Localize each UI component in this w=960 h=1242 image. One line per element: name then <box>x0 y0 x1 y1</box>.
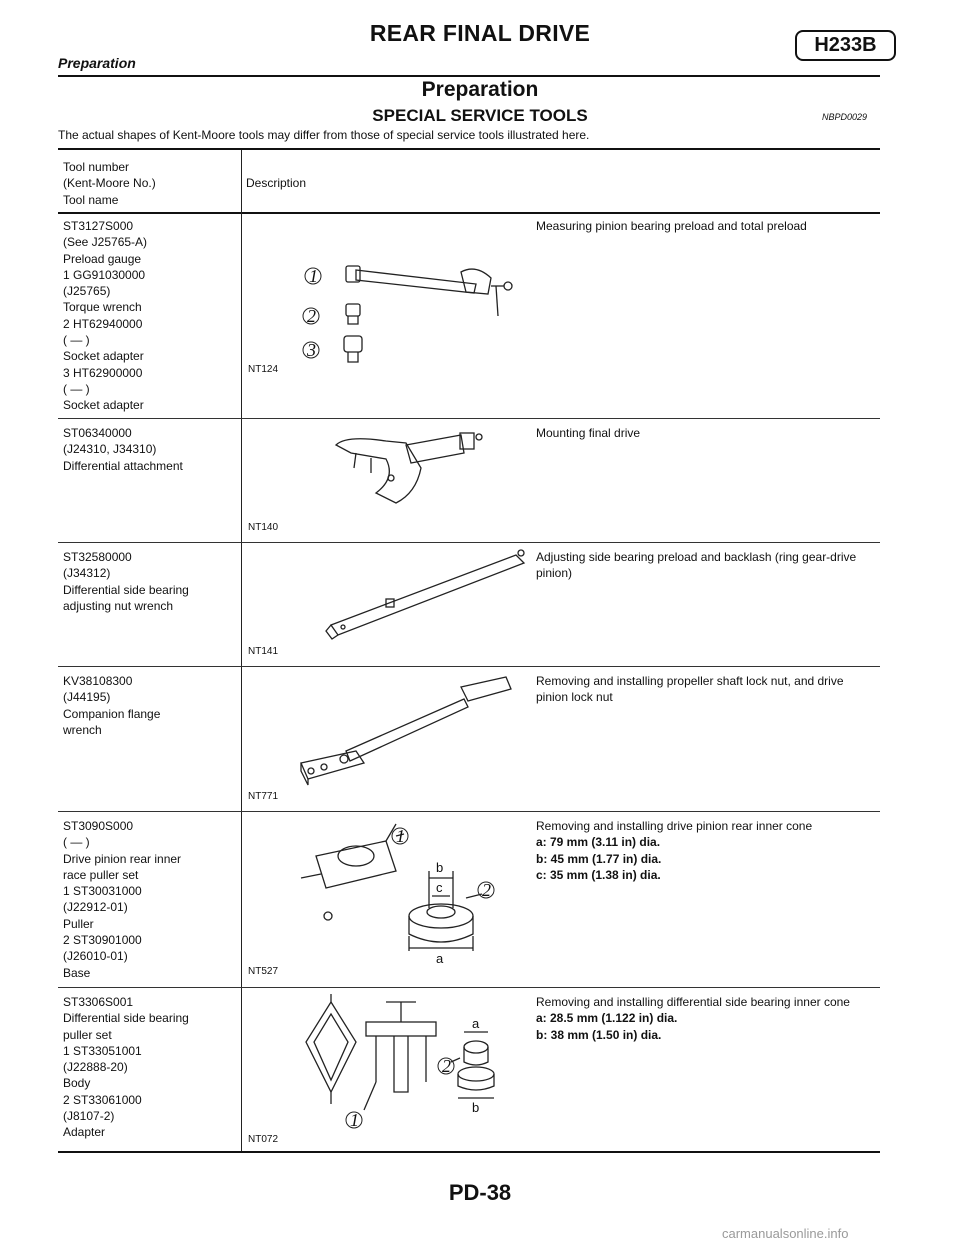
spec-line: b: 38 mm (1.50 in) dia. <box>536 1027 662 1042</box>
tool-info: ST32580000 (J34312) Differential side bearing adjusting nut wrench <box>63 550 189 613</box>
tool-illustration <box>246 244 526 374</box>
tool-description <box>536 818 876 883</box>
table-header <box>58 150 880 212</box>
callout-2: 2 <box>482 880 491 900</box>
header-description-column: Description <box>246 176 307 190</box>
table-bottom-rule <box>58 1151 880 1153</box>
table-row <box>58 543 880 667</box>
header-title: REAR FINAL DRIVE <box>369 20 591 46</box>
inner-race-puller-drawing <box>246 816 526 966</box>
tool-info: ST3090S000 ( — ) Drive pinion rear inner race puller set 1 ST30031000 (J22912-01) Puller 2 ST30901000 (J26010-01) Base <box>63 819 182 980</box>
dimension-a-label: a <box>472 1016 480 1031</box>
adjusting-nut-wrench-drawing <box>246 547 526 647</box>
callout-2: 2 <box>307 306 316 326</box>
tool-info: KV38108300 (J44195) Companion flange wrench <box>63 674 161 737</box>
header-tool-column: Tool number (Kent-Moore No.) Tool name <box>63 160 156 207</box>
companion-flange-wrench-drawing <box>246 671 526 791</box>
spec-line: a: 28.5 mm (1.122 in) dia. <box>536 1011 678 1026</box>
header-subtitle: Preparation <box>58 55 136 71</box>
callout-2: 2 <box>442 1056 451 1076</box>
table-row <box>58 214 880 419</box>
callout-3: 3 <box>307 340 316 360</box>
callout-1: 1 <box>396 826 405 846</box>
figure-code: NT527 <box>248 966 279 977</box>
spec-line: a: 79 mm (3.11 in) dia. <box>536 835 661 850</box>
tool-description <box>536 994 876 1043</box>
tool-info: ST3127S000 (See J25765-A) Preload gauge 1 GG91030000 (J25765) Torque wrench 2 HT62940000 ( — ) Socket adapter 3 HT62900000 ( — ) Socket adapter <box>63 219 148 413</box>
intro-text: The actual shapes of Kent-Moore tools may differ from those of special service tools illustrated here. <box>58 128 590 142</box>
tool-description: Adjusting side bearing preload and backlash (ring gear-drive pinion) <box>536 550 857 581</box>
dimension-b-label: b <box>436 860 444 875</box>
callout-1: 1 <box>350 1110 359 1130</box>
figure-code: NT124 <box>248 364 279 375</box>
figure-code: NT072 <box>248 1134 279 1145</box>
page-title: Preparation <box>421 78 539 101</box>
description-text: Removing and installing differential side bearing inner cone <box>536 995 850 1009</box>
section-title: SPECIAL SERVICE TOOLS <box>372 106 588 125</box>
preload-gauge-drawing <box>246 244 526 374</box>
header-rule <box>58 75 880 77</box>
table-row <box>58 988 880 1153</box>
tool-info: ST3306S001 Differential side bearing puller set 1 ST33051001 (J22888-20) Body 2 ST33061000 (J8107-2) Adapter <box>63 995 189 1140</box>
dimension-a-label: a <box>436 951 444 966</box>
page-number: PD-38 <box>448 1180 512 1205</box>
figure-code: NT141 <box>248 646 279 657</box>
figure-code: NT771 <box>248 791 279 802</box>
table-row <box>58 812 880 988</box>
tool-description: Mounting final drive <box>536 426 641 440</box>
tool-illustration <box>246 423 526 523</box>
dimension-c-label: c <box>436 880 443 895</box>
dimension-b-label: b <box>472 1100 480 1115</box>
tool-description: Removing and installing propeller shaft lock nut, and drive pinion lock nut <box>536 674 844 705</box>
table-row <box>58 419 880 543</box>
tool-info: ST06340000 (J24310, J34310) Differential attachment <box>63 426 183 473</box>
tool-illustration <box>246 816 526 966</box>
spec-line: c: 35 mm (1.38 in) dia. <box>536 867 661 882</box>
tool-illustration <box>246 547 526 647</box>
description-text: Removing and installing drive pinion rear inner cone <box>536 819 813 833</box>
tool-illustration <box>246 671 526 791</box>
tool-illustration <box>246 992 526 1132</box>
figure-code: NT140 <box>248 522 279 533</box>
side-bearing-puller-drawing <box>246 992 526 1132</box>
differential-attachment-drawing <box>246 423 526 523</box>
watermark: carmanualsonline.info <box>722 1226 849 1241</box>
table-row <box>58 667 880 812</box>
model-badge: H233B <box>795 30 896 61</box>
tool-description: Measuring pinion bearing preload and total preload <box>536 219 807 233</box>
spec-line: b: 45 mm (1.77 in) dia. <box>536 851 662 866</box>
callout-1: 1 <box>309 266 318 286</box>
reference-code: NBPD0029 <box>822 112 868 122</box>
